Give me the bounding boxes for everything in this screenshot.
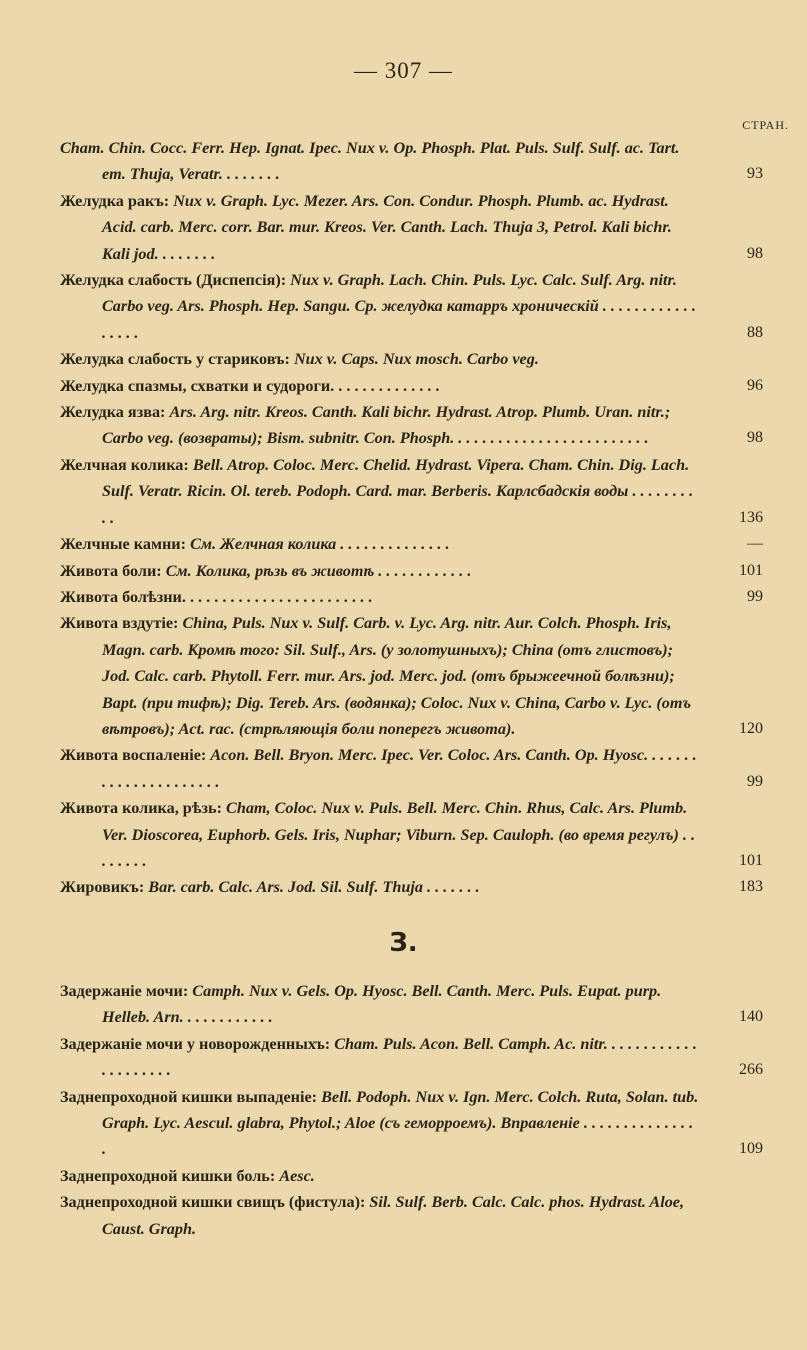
entry-remedies: Aesc. <box>279 1166 315 1185</box>
page-column-header: СТРАН. <box>742 118 789 132</box>
entry-remedies: Bell. Podoph. Nux v. Ign. Merc. Colch. Ruta, Solan. tub. Graph. Lyc. Aescul. glabra, Phytol.; Aloe (съ геморроемъ). Вправленіе . . . . . . . . . . . . . . . <box>102 1087 699 1159</box>
entry-page-number: 98 <box>747 244 763 262</box>
section-heading-z: З. <box>389 928 418 958</box>
entry-heading: Живота колика, рѣзь: <box>60 799 222 818</box>
entry-heading: Желудка спазмы, схватки и судороги. . . . . . . . . . . . . . <box>60 376 440 395</box>
entry-remedies: Nux v. Caps. Nux mosch. Carbo veg. <box>293 350 539 369</box>
entry-page-number: 99 <box>747 587 763 605</box>
entry-heading: Заднепроходной кишки боль: <box>60 1166 276 1185</box>
entry-page-number: 98 <box>747 429 763 447</box>
entry-page-number: 96 <box>747 376 763 394</box>
entry-page-number: 136 <box>739 508 763 526</box>
entry-page-number: 183 <box>739 878 763 896</box>
entry-heading: Желчные камни: <box>60 535 187 554</box>
entry-page-number: 93 <box>747 165 763 183</box>
entry-heading: Живота болѣзни. . . . . . . . . . . . . . . . . . . . . . . . <box>60 587 373 606</box>
index-entry <box>60 399 765 452</box>
entry-remedies: Ars. Arg. nitr. Kreos. Canth. Kali bichr. Hydrast. Atrop. Plumb. Uran. nitr.; Carbo veg. (возвраты); Bism. subnitr. Con. Phosph. . . . . . . . . . . . . . . . . . . . . . . . . <box>102 403 671 448</box>
entries-section-z <box>60 978 765 1242</box>
entry-heading: Желудка слабость (Диспепсія): <box>60 271 287 290</box>
entry-heading: Жировикъ: <box>60 878 145 897</box>
entry-page-number: 109 <box>739 1140 763 1158</box>
index-entry <box>60 1031 765 1084</box>
entry-remedies: Bar. carb. Calc. Ars. Jod. Sil. Sulf. Thuja . . . . . . . <box>148 878 480 897</box>
index-entry <box>60 188 765 267</box>
index-entry <box>60 978 765 1031</box>
entry-page-number: 101 <box>739 561 763 579</box>
entry-remedies: См. Желчная колика . . . . . . . . . . . . . . <box>190 535 450 554</box>
entry-remedies: Cham. Chin. Cocc. Ferr. Hep. Ignat. Ipec. Nux v. Op. Phosph. Plat. Puls. Sulf. Sulf. ac. Tart. em. Thuja, Veratr. . . . . . . . <box>60 139 680 184</box>
index-entry <box>60 742 765 795</box>
entry-remedies: China, Puls. Nux v. Sulf. Carb. v. Lyc. Arg. nitr. Aur. Colch. Phosph. Iris, Magn. carb. Кромѣ того: Sil. Sulf., Ars. (у золотушныхъ); China (отъ глистовъ); Jod. Calc. carb. Phytoll. Ferr. mur. Ars. jod. Merc. jod. (отъ брыжеечной болѣзни); Bapt. (при тифѣ); Dig. Tereb. Ars. (водянка); Coloc. Nux v. China, Carbo v. Lyc. (отъ вѣтровъ); Act. rac. (стрѣляющія боли поперегъ живота). <box>102 614 692 738</box>
entry-remedies: См. Колика, рѣзь въ животѣ . . . . . . . . . . . . <box>165 561 472 580</box>
entry-heading: Заднепроходной кишки выпаденіе: <box>60 1087 318 1106</box>
entry-heading: Задержаніе мочи: <box>60 982 189 1000</box>
entry-remedies: Cham, Coloc. Nux v. Puls. Bell. Merc. Chin. Rhus, Calc. Ars. Plumb. Ver. Dioscorea, Euphorb. Gels. Iris, Nuphar; Viburn. Sep. Cauloph. (во время регулъ) . . . . . . . . <box>102 799 696 870</box>
entry-heading: Желчная колика: <box>60 455 189 474</box>
entry-remedies: Sil. Sulf. Berb. Calc. Calc. phos. Hydrast. Aloe, Caust. Graph. <box>102 1193 685 1238</box>
index-entry <box>60 558 765 584</box>
index-entry <box>60 584 765 610</box>
entry-heading: Живота боли: <box>60 561 162 580</box>
entry-remedies: Acon. Bell. Bryon. Merc. Ipec. Ver. Coloc. Ars. Canth. Op. Hyosc. . . . . . . . . . . . . . . . . . . . . . <box>102 746 697 791</box>
entry-page-number: 266 <box>739 1061 763 1079</box>
entry-heading: Живота вздутіе: <box>60 614 179 633</box>
index-entry <box>60 874 765 900</box>
entry-page-number: — <box>747 535 763 553</box>
entry-remedies: Cham. Puls. Acon. Bell. Camph. Ac. nitr. . . . . . . . . . . . . . . . . . . . . <box>102 1034 697 1080</box>
entry-heading: Желудка ракъ: <box>60 191 170 210</box>
entry-heading: Желудка слабость у стариковъ: <box>60 350 290 369</box>
index-entry <box>60 452 765 531</box>
entry-page-number: 88 <box>747 323 763 341</box>
entry-page-number: 99 <box>747 772 763 790</box>
entry-remedies: Camph. Nux v. Gels. Op. Hyosc. Bell. Canth. Merc. Puls. Eupat. purp. Helleb. Arn. . . . . . . . . . . . <box>102 982 662 1027</box>
entry-remedies: Nux v. Graph. Lach. Chin. Puls. Lyc. Calc. Sulf. Arg. nitr. Carbo veg. Ars. Phosph. Hep. Sangu. Ср. желудка катарръ хроническій . . . . . . . . . . . . . . . . . <box>102 271 696 342</box>
page-number: — 307 — <box>354 58 453 83</box>
entry-page-number: 140 <box>739 1008 763 1026</box>
entry-heading: Заднепроходной кишки свищъ (фистула): <box>60 1193 366 1212</box>
entry-heading: Задержаніе мочи у новорожденныхъ: <box>60 1034 331 1053</box>
index-entry <box>60 135 765 188</box>
index-entry <box>60 373 765 399</box>
index-entry <box>60 346 765 372</box>
entry-heading: Желудка язва: <box>60 403 166 422</box>
index-entry <box>60 610 765 742</box>
entry-remedies: Nux v. Graph. Lyc. Mezer. Ars. Con. Condur. Phosph. Plumb. ac. Hydrast. Acid. carb. Merc. corr. Bar. mur. Kreos. Ver. Canth. Lach. Thuja 3, Petrol. Kali bichr. Kali jod. . . . . . . . <box>102 191 672 263</box>
index-entry <box>60 531 765 557</box>
entries-section-zh <box>60 135 765 901</box>
entry-page-number: 101 <box>739 851 763 869</box>
entry-remedies: Bell. Atrop. Coloc. Merc. Chelid. Hydrast. Vipera. Cham. Chin. Dig. Lach. Sulf. Veratr. Ricin. Ol. tereb. Podoph. Card. mar. Berberis. Карлсбадскія воды . . . . . . . . . . <box>102 455 694 527</box>
entry-heading: Живота воспаленіе: <box>60 746 207 765</box>
index-entry <box>60 1084 765 1163</box>
entry-page-number: 120 <box>739 719 763 737</box>
index-entry <box>60 795 765 874</box>
index-entry <box>60 1189 765 1242</box>
index-entry <box>60 267 765 346</box>
index-entry <box>60 1163 765 1189</box>
